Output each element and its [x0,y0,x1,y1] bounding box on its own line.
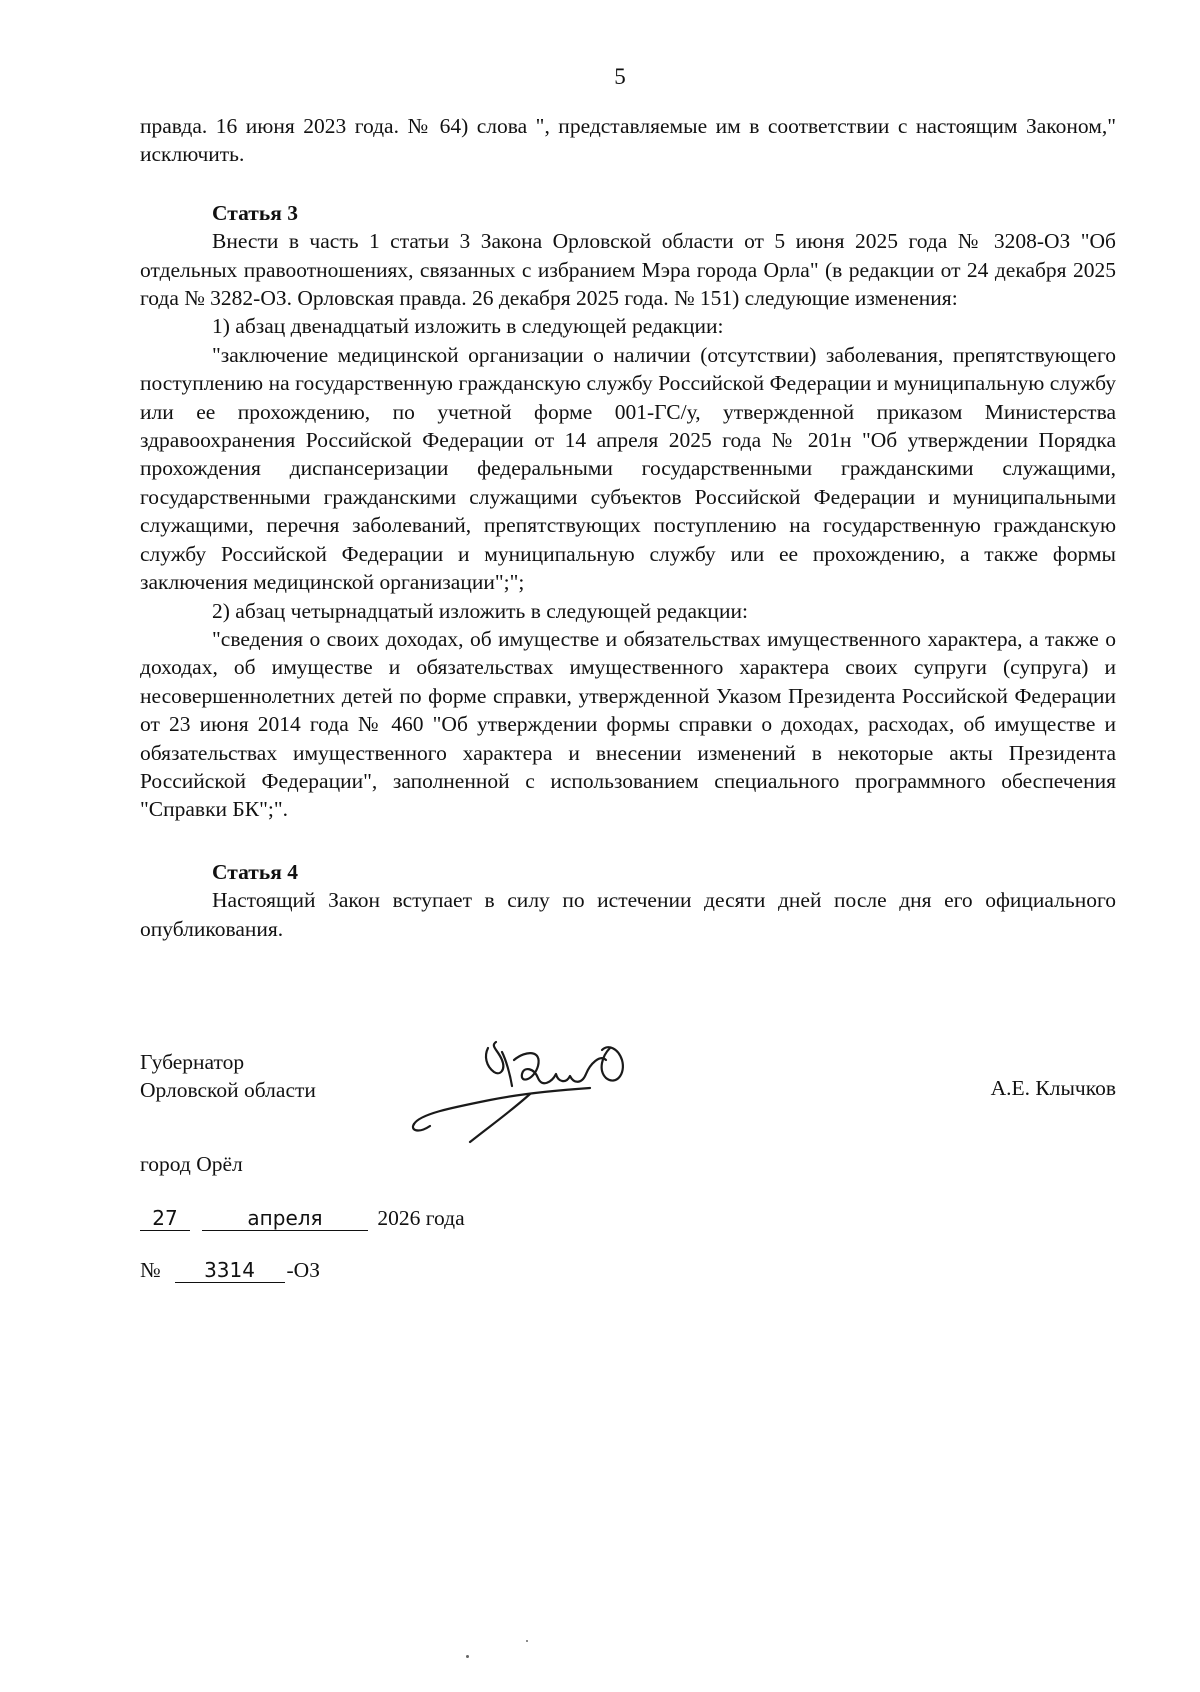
signer-name: А.Е. Клычков [990,1076,1116,1100]
page-number: 5 [614,64,626,89]
scan-speck [526,1640,528,1642]
place-of-signing: город Орёл [140,1152,243,1176]
handwritten-signature [410,1030,670,1170]
number-suffix: -ОЗ [286,1258,320,1282]
article-3-item-2: 2) абзац четырнадцатый изложить в следующей редакции: [212,598,748,623]
article-3-intro: Внести в часть 1 статьи 3 Закона Орловской области от 5 июня 2025 года № 3208-ОЗ "Об отдельных правоотношениях, связанных с избранием Мэра города Орла" (в редакции от 24 декабря 2025 года № 3282-ОЗ. Орловская правда. 26 декабря 2025 года. № 151) следующие изменения: [140,229,1116,311]
article-3-item-1: 1) абзац двенадцатый изложить в следующей редакции: [212,314,724,339]
article-4-title: Статья 4 [212,859,298,884]
signing-date [140,1206,465,1231]
date-month: апреля [202,1206,368,1231]
law-number [140,1258,320,1283]
article-3-item-2-text: "сведения о своих доходах, об имуществе и обязательствах имущественного характера, а также о доходах, об имуществе и обязательствах имущественного характера своих супруги (супруга) и несовершеннолетних детей по форме справки, утвержденной Указом Президента Российской Федерации от 23 июня 2014 года № 460 "Об утверждении формы справки о доходах, расходах, об имуществе и обязательствах имущественного характера и внесении изменений в некоторые акты Президента Российской Федерации", заполненной с использованием специального программного обеспечения "Справки БК";". [140,626,1116,822]
signatory-title-line-2: Орловской области [140,1078,316,1103]
document-body [140,112,1116,943]
date-day: 27 [140,1206,190,1231]
article-4-text: Настоящий Закон вступает в силу по истечении десяти дней после дня его официального опубликования. [140,888,1116,941]
number-sign: № [140,1258,161,1282]
signatory-title-line-1: Губернатор [140,1050,245,1074]
signatory-title [140,1048,316,1105]
date-year: 2026 года [377,1206,465,1230]
article-3-title: Статья 3 [212,200,298,225]
number-value: 3314 [175,1258,285,1283]
article-3-item-1-text: "заключение медицинской организации о наличии (отсутствии) заболевания, препятствующего поступлению на государственную гражданскую службу Российской Федерации и муниципальную службу или ее прохождению, по учетной форме 001-ГС/у, утвержденной приказом Министерства здравоохранения Российской Федерации от 14 апреля 2025 года № 201н "Об утверждении Порядка прохождения диспансеризации федеральными государственными гражданскими служащими, государственными гражданскими служащими субъектов Российской Федерации и муниципальными служащими, перечня заболеваний, препятствующих поступлению на государственную гражданскую службу Российской Федерации и муниципальную службу или ее прохождению, а также формы заключения медицинской организации";"; [140,342,1116,595]
scan-speck [466,1655,469,1658]
paragraph-continuation: правда. 16 июня 2023 года. № 64) слова ", представляемые им в соответствии с настоящим Законом," исключить. [140,114,1116,167]
